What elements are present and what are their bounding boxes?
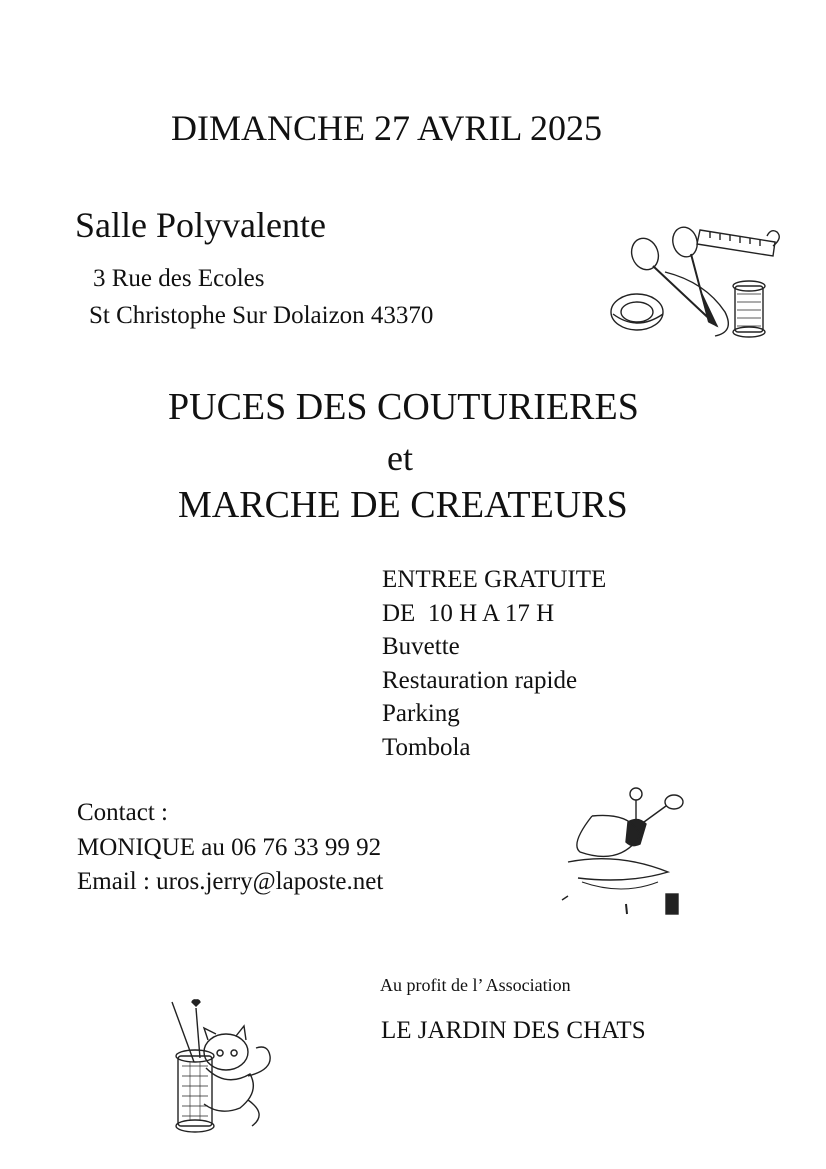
venue-town: St Christophe Sur Dolaizon 43370 — [89, 302, 434, 329]
info-item-raffle: Tombola — [382, 733, 471, 761]
contact-heading: Contact : — [77, 799, 168, 826]
cat-thread-spool-icon — [160, 996, 278, 1136]
contact-email: Email : uros.jerry@laposte.net — [77, 868, 384, 895]
headline-creators-market: MARCHE DE CREATEURS — [178, 484, 628, 526]
contact-phone: MONIQUE au 06 76 33 99 92 — [77, 834, 382, 861]
sewing-tools-icon — [605, 222, 785, 340]
headline-flea-market: PUCES DES COUTURIERES — [168, 386, 639, 428]
venue-street: 3 Rue des Ecoles — [93, 265, 265, 292]
beneficiary-lead: Au profit de l’ Association — [380, 975, 571, 995]
info-item-bar: Buvette — [382, 633, 460, 660]
info-item-entry: ENTREE GRATUITE — [382, 566, 607, 593]
headline-conjunction: et — [387, 438, 413, 478]
venue-name: Salle Polyvalente — [75, 205, 326, 245]
scissors-ribbon-icon — [552, 782, 692, 918]
info-item-hours: DE 10 H A 17 H — [382, 599, 555, 627]
info-item-parking: Parking — [382, 700, 460, 727]
association-name: LE JARDIN DES CHATS — [381, 1017, 646, 1044]
event-info-list — [382, 563, 606, 764]
info-item-food: Restauration rapide — [382, 666, 578, 694]
event-date: DIMANCHE 27 AVRIL 2025 — [171, 108, 603, 148]
